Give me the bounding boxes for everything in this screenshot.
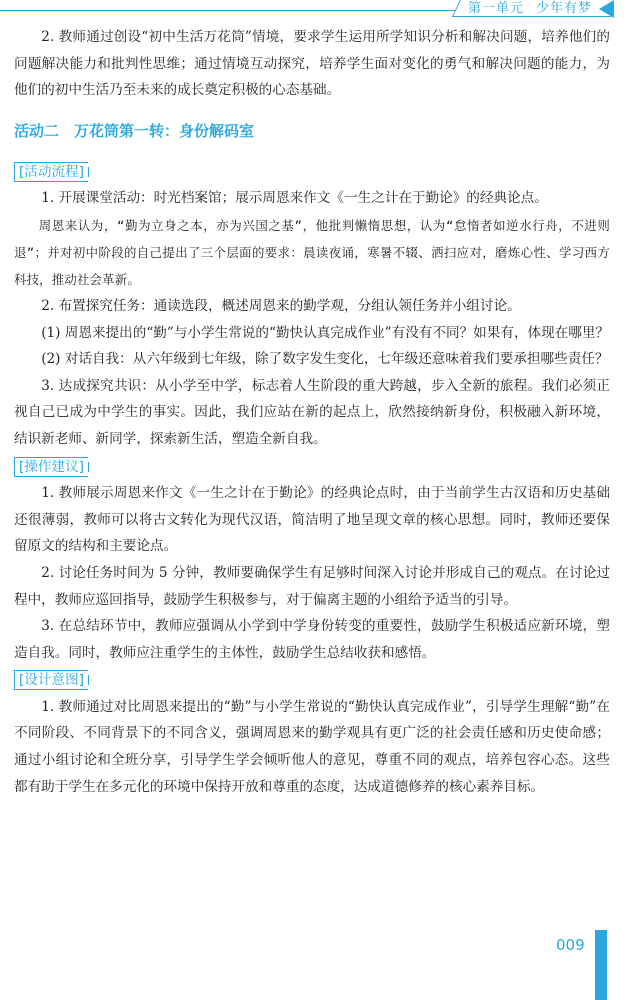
running-header	[468, 0, 592, 18]
header-arrow-icon	[599, 0, 614, 18]
body-paragraph: (2) 对话自我：从六年级到七年级，除了数字发生变化，七年级还意味着我们要承担哪些责任？	[41, 351, 609, 368]
section-design-intent	[14, 666, 610, 800]
quote-paragraph: 周恩来认为，“勤为立身之本，亦为兴国之基”，他批判懒惰思想，认为“怠惰者如逆水行舟，不进则退”；并对初中阶段的自己提出了三个层面的要求：晨读夜诵，寒暑不辍、洒扫应对，磨炼心性、学习西方科技，推动社会革新。	[14, 217, 610, 287]
body-paragraph: 1. 教师通过对比周恩来提出的“勤”与小学生常说的“勤快认真完成作业”，引导学生理解“勤”在不同阶段、不同背景下的不同含义，强调周恩来的勤学观具有更广泛的社会责任感和历史使命感；通过小组讨论和全班分享，引导学生学会倾听他人的意见，尊重不同的观点，培养包容心态。这些都有助于学生在多元化的环境中保持开放和尊重的态度，达成道德修养的核心素养目标。	[14, 698, 610, 795]
body-paragraph: 2. 布置探究任务：通读选段，概述周恩来的勤学观，分组认领任务并小组讨论。	[41, 297, 521, 314]
body-paragraph: 1. 开展课堂活动：时光档案馆；展示周恩来作文《一生之计在于勤论》的经典论点。	[41, 190, 548, 207]
body-paragraph: 3. 达成探究共识：从小学至中学，标志着人生阶段的重大跨越，步入全新的旅程。我们必须正视自己已成为中学生的事实。因此，我们应站在新的起点上，欣然接纳新身份，积极融入新环境，结识新老师、新同学，探索新生活，塑造全新自我。	[14, 377, 610, 447]
body-paragraph: (1) 周恩来提出的“勤”与小学生常说的“勤快认真完成作业”有没有不同？如果有，体现在哪里？	[41, 324, 610, 341]
section-activity-flow	[14, 158, 610, 453]
page-content	[14, 24, 610, 800]
section-tag: [操作建议]	[14, 457, 88, 477]
page-number: 009	[556, 936, 585, 954]
section-operation-suggestions	[14, 453, 610, 667]
body-paragraph: 3. 在总结环节中，教师应强调从小学到中学身份转变的重要性，鼓励学生积极适应新环境，塑造自我。同时，教师应注重学生的主体性，鼓励学生总结收获和感悟。	[14, 618, 610, 661]
header-unit: 第一单元	[468, 1, 525, 16]
body-paragraph: 2. 讨论任务时间为 5 分钟，教师要确保学生有足够时间深入讨论并形成自己的观点。在讨论过程中，教师应巡回指导，鼓励学生积极参与，对于偏离主题的小组给予适当的引导。	[14, 564, 610, 608]
header-rule	[0, 10, 458, 11]
section-tag: [活动流程]	[14, 162, 88, 182]
section-tag: [设计意图]	[14, 670, 88, 690]
activity-title: 活动二 万花筒第一转：身份解码室	[14, 121, 255, 140]
page-side-bar	[595, 930, 607, 1000]
intro-paragraph: 2. 教师通过创设“初中生活万花筒”情境，要求学生运用所学知识分析和解决问题，培养他们的问题解决能力和批判性思维；通过情境互动探究，培养学生面对变化的勇气和解决问题的能力，为他们的初中生活乃至未来的成长奠定积极的心态基础。	[14, 29, 610, 99]
body-paragraph: 1. 教师展示周恩来作文《一生之计在于勤论》的经典论点时，由于当前学生古汉语和历史基础还很薄弱，教师可以将古文转化为现代汉语，简洁明了地呈现文章的核心思想。同时，教师还要保留原文的结构和主要论点。	[14, 485, 610, 555]
header-unit-title: 少年有梦	[536, 1, 593, 16]
